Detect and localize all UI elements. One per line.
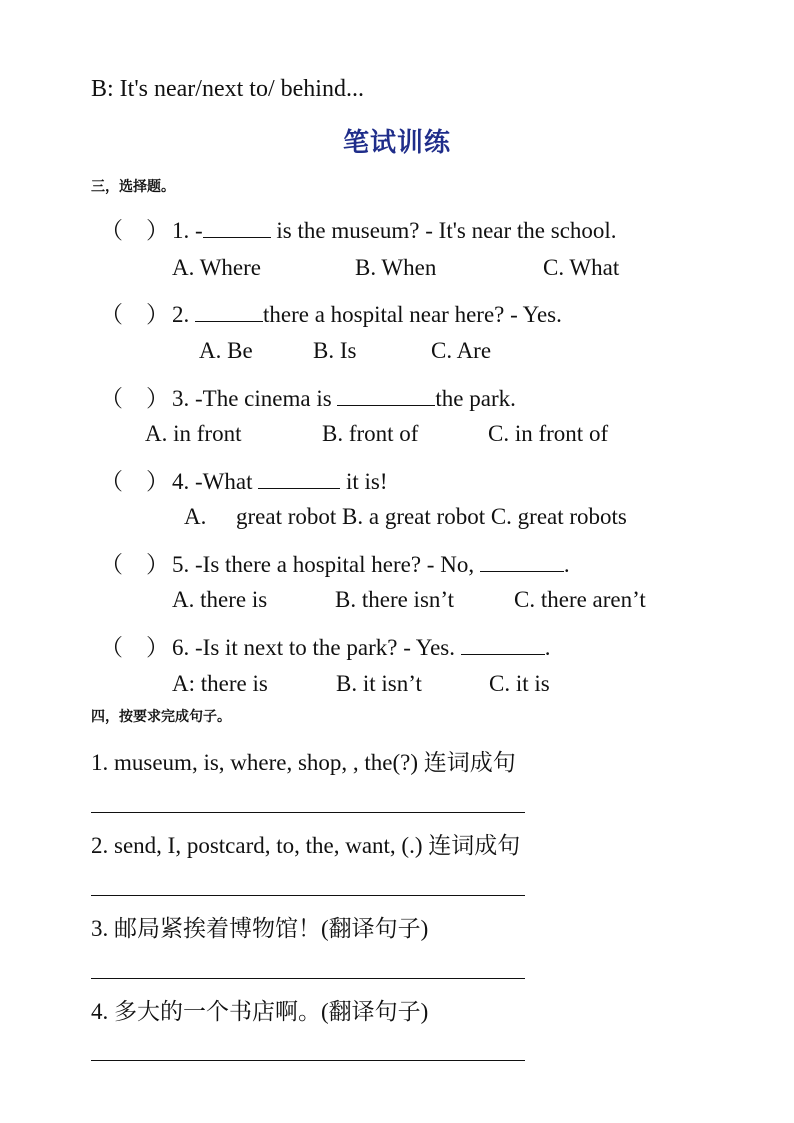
option-a: A. bbox=[184, 504, 207, 529]
task-1: 1. museum, is, where, shop, , the(?) 连词成句 bbox=[91, 750, 516, 775]
option-c: C. What bbox=[543, 255, 620, 280]
options-bc: great robot B. a great robot C. great robots bbox=[236, 504, 627, 529]
question-1: （ ） 1. - is the museum? - It's near the school. bbox=[100, 212, 617, 245]
option-b: B. there isn’t bbox=[335, 587, 455, 612]
option-b: B. it isn’t bbox=[336, 671, 422, 696]
question-4: （ ） 4. -What it is! bbox=[100, 463, 388, 496]
page-title: 笔试训练 bbox=[342, 128, 451, 158]
option-c: C. it is bbox=[489, 671, 550, 696]
task-4: 4. 多大的一个书店啊。(翻译句子) bbox=[91, 999, 429, 1024]
option-c: C. there aren’t bbox=[514, 587, 646, 612]
answer-paren[interactable]: （ ） bbox=[100, 218, 169, 243]
option-c: C. in front of bbox=[488, 421, 609, 446]
answer-line-3[interactable] bbox=[91, 977, 525, 979]
question-2: （ ） 2. there a hospital near here? - Yes. bbox=[100, 296, 562, 329]
option-c: C. Are bbox=[431, 338, 492, 363]
fill-blank[interactable] bbox=[258, 468, 340, 489]
answer-paren[interactable]: （ ） bbox=[100, 386, 169, 411]
fill-blank[interactable] bbox=[480, 551, 564, 572]
section4-heading: 四，按要求完成句子。 bbox=[91, 709, 231, 725]
answer-line-1[interactable] bbox=[91, 811, 525, 813]
question-5: （ ） 5. -Is there a hospital here? - No, . bbox=[100, 546, 570, 579]
option-a: A: there is bbox=[172, 671, 268, 696]
task-3: 3. 邮局紧挨着博物馆！(翻译句子) bbox=[91, 916, 429, 941]
answer-line-4[interactable] bbox=[91, 1059, 525, 1061]
fill-blank[interactable] bbox=[203, 217, 271, 238]
option-a: A. in front bbox=[145, 421, 242, 446]
option-a: A. Where bbox=[172, 255, 261, 280]
answer-paren[interactable]: （ ） bbox=[100, 469, 169, 494]
answer-line-2[interactable] bbox=[91, 894, 525, 896]
fill-blank[interactable] bbox=[337, 385, 435, 406]
answer-paren[interactable]: （ ） bbox=[100, 552, 169, 577]
question-3: （ ） 3. -The cinema is the park. bbox=[100, 380, 516, 413]
answer-paren[interactable]: （ ） bbox=[100, 635, 169, 660]
fill-blank[interactable] bbox=[195, 301, 263, 322]
section3-heading: 三，选择题。 bbox=[91, 179, 175, 195]
option-b: B. Is bbox=[313, 338, 357, 363]
task-2: 2. send, I, postcard, to, the, want, (.) 连词成句 bbox=[91, 833, 521, 858]
option-a: A. there is bbox=[172, 587, 268, 612]
question-6: （ ） 6. -Is it next to the park? - Yes. . bbox=[100, 629, 551, 662]
option-a: A. Be bbox=[199, 338, 253, 363]
top-line: B: It's near/next to/ behind... bbox=[91, 76, 364, 102]
option-b: B. When bbox=[355, 255, 437, 280]
option-b: B. front of bbox=[322, 421, 419, 446]
fill-blank[interactable] bbox=[461, 634, 545, 655]
answer-paren[interactable]: （ ） bbox=[100, 302, 169, 327]
